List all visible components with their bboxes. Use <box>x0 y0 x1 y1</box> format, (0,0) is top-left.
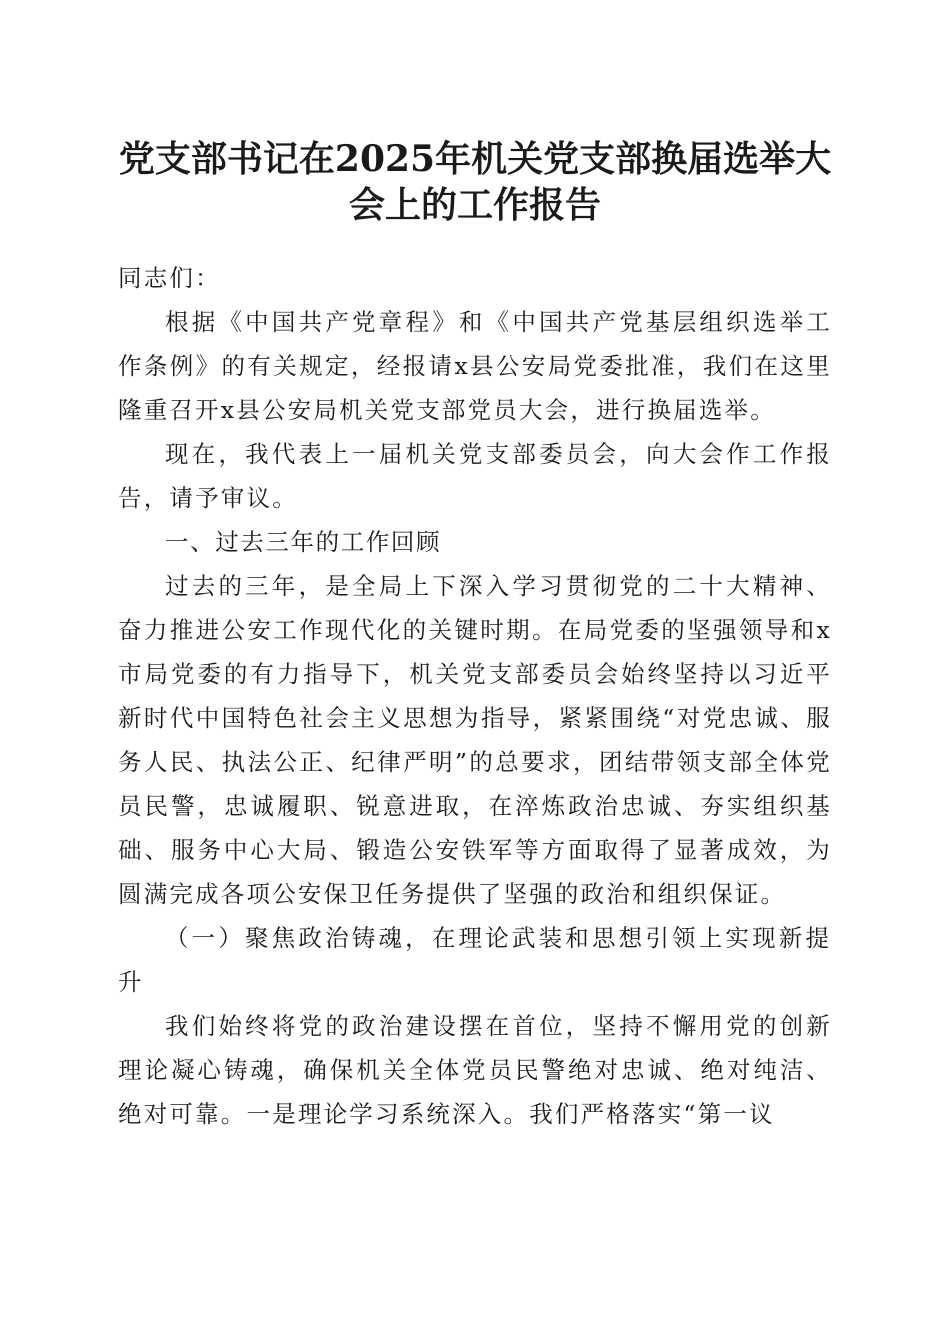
title-line-1: 党支部书记在2025年机关党支部换届选举大 <box>118 138 832 180</box>
section-heading-1: 一、过去三年的工作回顾 <box>165 528 442 556</box>
subsection-heading-1: （一）聚焦政治铸魂，在理论武装和思想引领上实现新提升 <box>118 924 832 996</box>
title-line-2: 会上的工作报告 <box>348 184 601 226</box>
paragraph-political-building: 我们始终将党的政治建设摆在首位，坚持不懈用党的创新理论凝心铸魂，确保机关全体党员民警绝对忠诚、绝对纯洁、绝对可靠。一是理论学习系统深入。我们严格落实“第一议 <box>118 1012 832 1128</box>
paragraph-review: 过去的三年，是全局上下深入学习贯彻党的二十大精神、奋力推进公安工作现代化的关键时期。在局党委的坚强领导和x市局党委的有力指导下，机关党支部委员会始终坚持以习近平新时代中国特色社会主义思想为指导，紧紧围绕“对党忠诚、服务人民、执法公正、纪律严明”的总要求，团结带领支部全体党员民警，忠诚履职、锐意进取，在淬炼政治忠诚、夯实组织基础、服务中心大局、锻造公安铁军等方面取得了显著成效，为圆满完成各项公安保卫任务提供了坚强的政治和组织保证。 <box>118 572 832 908</box>
document-title <box>118 136 832 228</box>
salutation: 同志们： <box>118 264 221 292</box>
paragraph-intro: 根据《中国共产党章程》和《中国共产党基层组织选举工作条例》的有关规定，经报请x县公安局党委批准，我们在这里隆重召开x县公安局机关党支部党员大会，进行换届选举。 <box>118 308 832 424</box>
paragraph-report-statement: 现在，我代表上一届机关党支部委员会，向大会作工作报告，请予审议。 <box>118 440 832 512</box>
document-body <box>118 250 832 1136</box>
